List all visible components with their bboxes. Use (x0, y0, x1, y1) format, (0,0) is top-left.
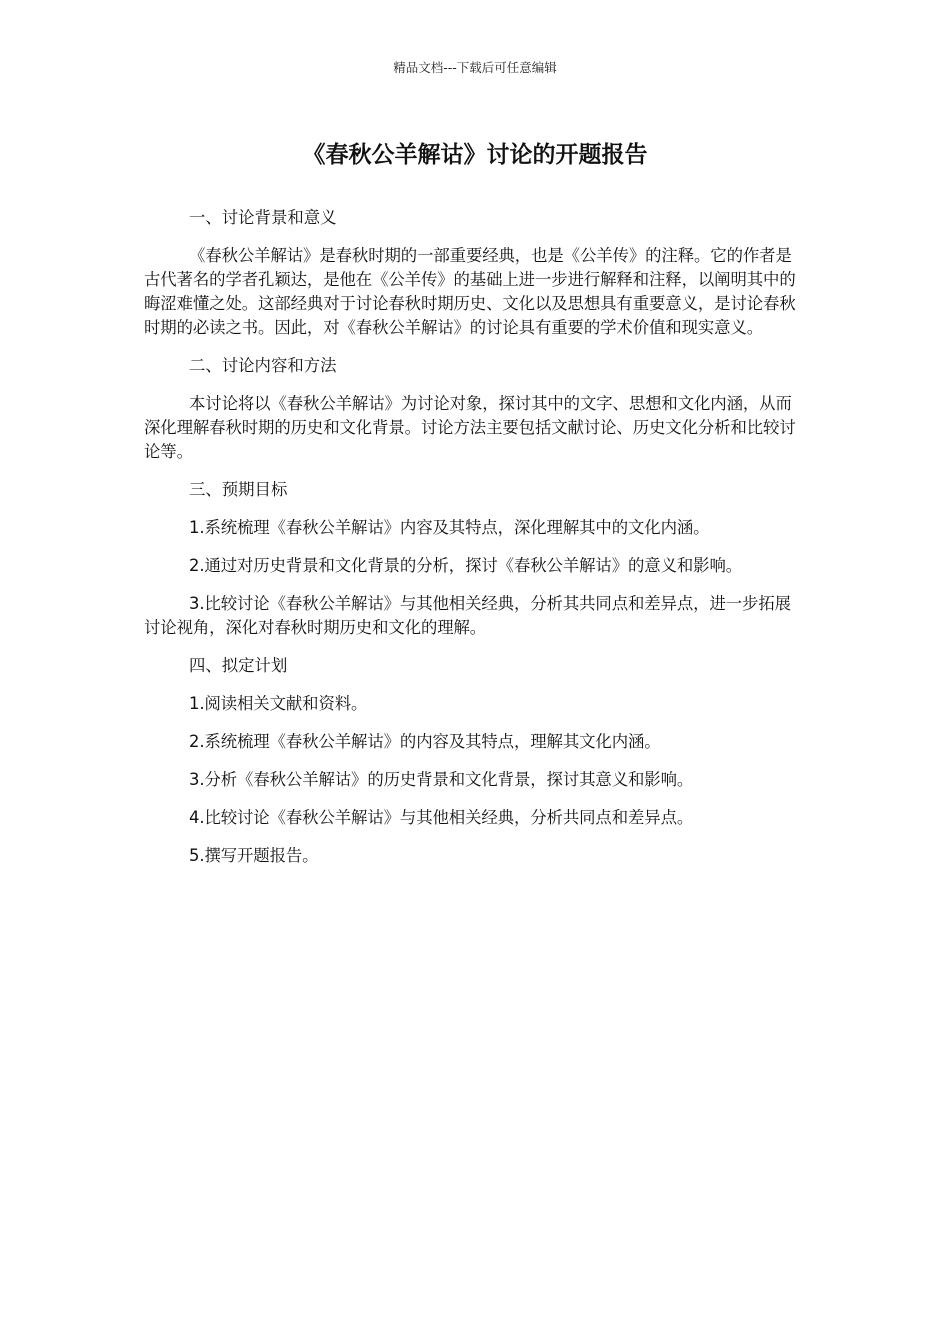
section-background (144, 206, 806, 340)
paragraph: 《春秋公羊解诂》是春秋时期的一部重要经典，也是《公羊传》的注释。它的作者是古代著名的学者孔颖达，是他在《公羊传》的基础上进一步进行解释和注释，以阐明其中的晦涩难懂之处。这部经典对于讨论春秋时期历史、文化以及思想具有重要意义，是讨论春秋时期的必读之书。因此，对《春秋公羊解诂》的讨论具有重要的学术价值和现实意义。 (144, 246, 796, 337)
document-body (144, 206, 806, 882)
section-heading: 一、讨论背景和意义 (189, 208, 337, 227)
section-plan (144, 654, 806, 868)
section-expected-goals (144, 478, 806, 640)
list-item: 5.撰写开题报告。 (189, 846, 319, 865)
paragraph: 本讨论将以《春秋公羊解诂》为讨论对象，探讨其中的文字、思想和文化内涵，从而深化理解春秋时期的历史和文化背景。讨论方法主要包括文献讨论、历史文化分析和比较讨论等。 (144, 394, 796, 461)
list-item: 1.阅读相关文献和资料。 (189, 694, 368, 713)
list-item: 4.比较讨论《春秋公羊解诂》与其他相关经典，分析共同点和差异点。 (189, 808, 694, 827)
section-heading: 三、预期目标 (189, 480, 288, 499)
section-heading: 四、拟定计划 (189, 656, 288, 675)
list-item: 3.分析《春秋公羊解诂》的历史背景和文化背景，探讨其意义和影响。 (189, 770, 694, 789)
document-title: 《春秋公羊解诂》讨论的开题报告 (302, 142, 648, 168)
list-item: 2.系统梳理《春秋公羊解诂》的内容及其特点，理解其文化内涵。 (189, 732, 661, 751)
section-heading: 二、讨论内容和方法 (189, 356, 337, 375)
page-header-note: 精品文档---下载后可任意编辑 (393, 60, 557, 75)
section-content-method (144, 354, 806, 464)
list-item: 2.通过对历史背景和文化背景的分析，探讨《春秋公羊解诂》的意义和影响。 (189, 556, 743, 575)
list-item: 3.比较讨论《春秋公羊解诂》与其他相关经典，分析其共同点和差异点，进一步拓展讨论视角，深化对春秋时期历史和文化的理解。 (144, 594, 791, 637)
list-item: 1.系统梳理《春秋公羊解诂》内容及其特点，深化理解其中的文化内涵。 (189, 518, 710, 537)
